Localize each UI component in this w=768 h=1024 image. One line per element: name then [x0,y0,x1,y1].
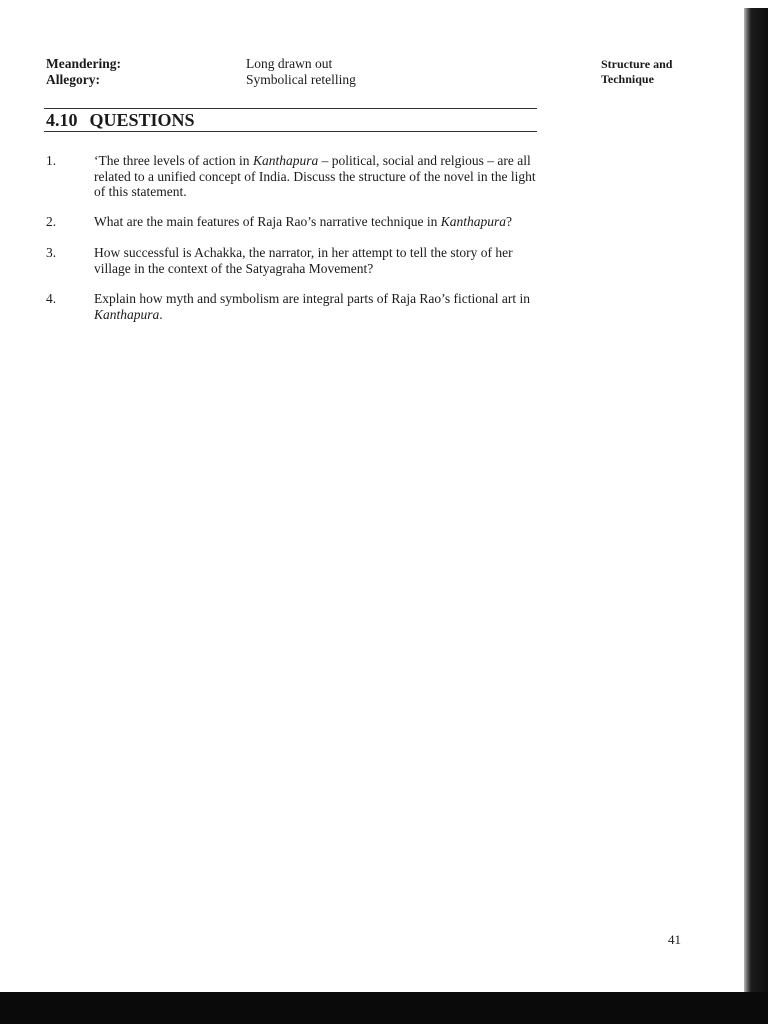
section-heading [46,110,195,130]
question-number: 2. [46,214,57,229]
section-number: 4.10 [46,110,78,130]
glossary-term-meandering: Meandering: [46,56,121,71]
question-text: What are the main features of Raja Rao’s narrative technique in Kanthapura? [94,214,512,229]
question-text: Explain how myth and symbolism are integral parts of Raja Rao’s fictional art in Kanthapura. [94,291,531,322]
running-head-line-2: Technique [601,72,654,86]
question-number: 4. [46,291,57,306]
running-head [601,57,711,87]
question-number: 3. [46,245,57,260]
running-head-line-1: Structure and [601,57,673,71]
scan-bottom-border [0,992,768,1024]
glossary-definition-allegory: Symbolical retelling [246,72,356,87]
glossary-definition-meandering: Long drawn out [246,56,333,71]
glossary-term-allegory: Allegory: [46,72,100,87]
question-text: ‘The three levels of action in Kanthapura – political, social and relgious – are all related to a unified concept of India. Discuss the structure of the novel in the light of this statement. [94,153,536,199]
scan-dark-edge [744,8,768,1008]
section-title: QUESTIONS [89,110,195,130]
heading-rule-bottom [44,131,537,132]
question-text: How successful is Achakka, the narrator, in her attempt to tell the story of her village in the context of the Satyagraha Movement? [94,245,513,276]
page-number: 41 [668,932,681,947]
heading-rule-top [44,108,537,109]
question-number: 1. [46,153,57,168]
